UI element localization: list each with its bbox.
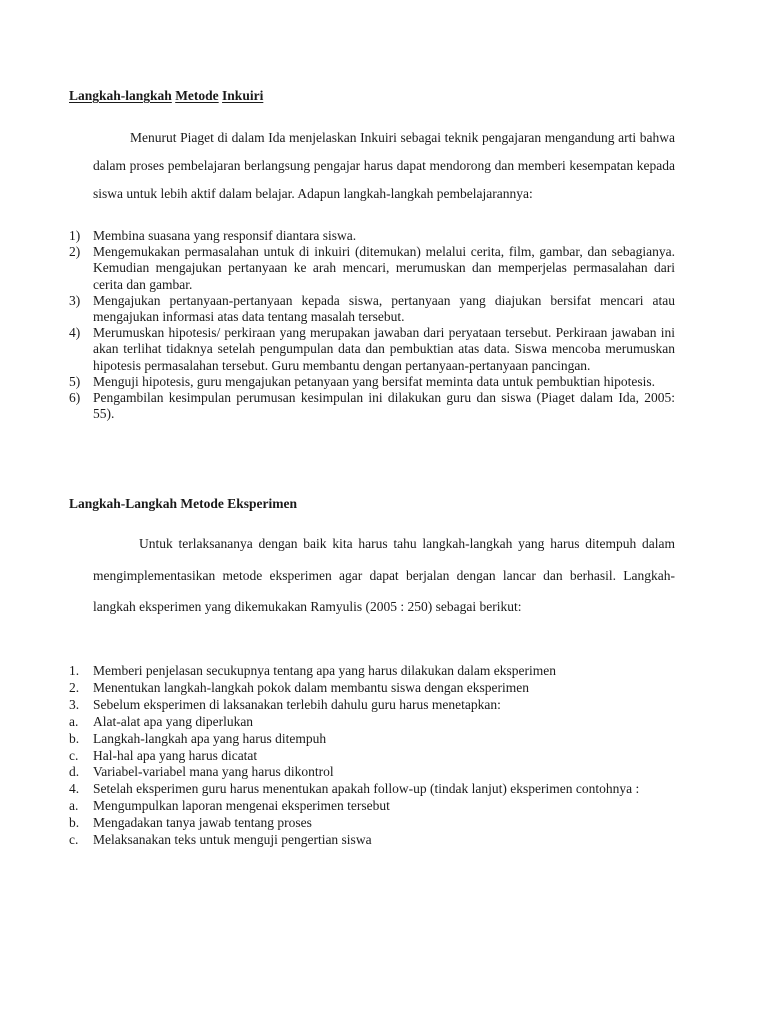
list-item-text: Mengumpulkan laporan mengenai eksperimen tersebut: [93, 798, 390, 814]
list-item-text: Hal-hal apa yang harus dicatat: [93, 747, 258, 763]
list-item: [69, 764, 675, 781]
list-item: [69, 815, 675, 832]
list-marker: b.: [69, 730, 80, 746]
list-item-text: Membina suasana yang responsif diantara siswa.: [93, 228, 357, 243]
list-marker: 1.: [69, 663, 80, 678]
list-item-text: Melaksanakan teks untuk menguji pengertian siswa: [93, 832, 372, 848]
list-item: [69, 680, 675, 697]
list-item-text: Pengambilan kesimpulan perumusan kesimpulan ini dilakukan guru dan siswa (Piaget dalam Ida, 2005: 55).: [93, 390, 675, 422]
section-heading-eksperimen: Langkah-Langkah Metode Eksperimen: [69, 496, 298, 511]
list-item-text: Variabel-variabel mana yang harus dikontrol: [93, 764, 334, 780]
list-marker: 4): [69, 325, 81, 341]
list-item: [69, 374, 675, 390]
list-item: [69, 228, 675, 244]
list-item-text: Mengadakan tanya jawab tentang proses: [93, 815, 312, 831]
list-marker: a.: [69, 713, 79, 729]
list-marker: 4.: [69, 781, 80, 797]
section-heading-inkuiri: [69, 88, 263, 104]
list-item-text: Mengemukakan permasalahan untuk di inkuiri (ditemukan) melalui cerita, film, gambar, dan sebagianya. Kemudian mengajukan pertanyaan ke arah mencari, merumuskan dan memperjelas permasalahan dari cerita dan gambar.: [93, 244, 675, 292]
list-item: [69, 748, 675, 765]
list-item-text: Setelah eksperimen guru harus menentukan apakah follow-up (tindak lanjut) eksperimen contohnya :: [93, 781, 640, 797]
list-item-text: Menguji hipotesis, guru mengajukan petanyaan yang bersifat meminta data untuk pembuktian hipotesis.: [93, 373, 655, 389]
list-item-text: Alat-alat apa yang diperlukan: [93, 713, 254, 729]
list-item: [69, 798, 675, 815]
list-marker: a.: [69, 798, 79, 814]
list-item: [69, 244, 675, 293]
list-marker: 2): [69, 244, 81, 260]
heading-word: Inkuiri: [222, 88, 264, 103]
intro-paragraph-inkuiri: Menurut Piaget di dalam Ida menjelaskan Inkuiri sebagai teknik pengajaran mengandung arti bahwa dalam proses pembelajaran berlangsung pengajar harus dapat mendorong dan memberi kesempatan kepada siswa untuk lebih aktif dalam belajar. Adapun langkah-langkah pembelajarannya:: [93, 130, 675, 201]
list-item: [69, 731, 675, 748]
list-marker: c.: [69, 832, 79, 848]
list-marker: 3.: [69, 696, 80, 712]
list-item: [69, 781, 675, 798]
list-marker: b.: [69, 815, 80, 831]
list-marker: 2.: [69, 679, 80, 695]
list-item-text: Mengajukan pertanyaan-pertanyaan kepada siswa, pertanyaan yang diajukan bersifat mencari atau mengajukan informasi atas data tentang masalah tersebut.: [93, 292, 675, 325]
list-item-text: Sebelum eksperimen di laksanakan terlebih dahulu guru harus menetapkan:: [93, 696, 501, 712]
list-marker: 3): [69, 292, 81, 308]
list-item: [69, 832, 675, 849]
list-item-text: Langkah-langkah apa yang harus ditempuh: [93, 730, 327, 746]
list-item-text: Merumuskan hipotesis/ perkiraan yang merupakan jawaban dari peryataan tersebut. Perkiraan jawaban ini akan terlihat tidaknya setelah pengumpulan data dan pembuktian atas data. Siswa mencoba merumuskan hipotesis permasalahan tersebut. Guru membantu dengan pertanyaan-pertanyaan pancingan.: [93, 325, 675, 373]
heading-word: Langkah-langkah: [69, 88, 172, 103]
list-item: [69, 325, 675, 374]
steps-list-eksperimen: [69, 663, 675, 849]
list-marker: c.: [69, 747, 79, 763]
list-item: [69, 390, 675, 422]
list-item: [69, 293, 675, 325]
list-item-text: Memberi penjelasan secukupnya tentang apa yang harus dilakukan dalam eksperimen: [93, 663, 556, 678]
list-item: [69, 663, 675, 680]
list-item-text: Menentukan langkah-langkah pokok dalam membantu siswa dengan eksperimen: [93, 679, 530, 695]
list-marker: 5): [69, 373, 81, 389]
intro-paragraph-eksperimen: Untuk terlaksananya dengan baik kita harus tahu langkah-langkah yang harus ditempuh dalam mengimplementasikan metode eksperimen agar dapat berjalan dengan lancar dan berhasil. Langkah-langkah eksperimen yang dikemukakan Ramyulis (2005 : 250) sebagai berikut:: [93, 536, 675, 614]
heading-word: Metode: [175, 88, 219, 103]
steps-list-inkuiri: [69, 228, 675, 422]
list-marker: 6): [69, 390, 81, 406]
list-item: [69, 697, 675, 714]
list-item: [69, 714, 675, 731]
list-marker: d.: [69, 764, 80, 780]
list-marker: 1): [69, 228, 81, 243]
